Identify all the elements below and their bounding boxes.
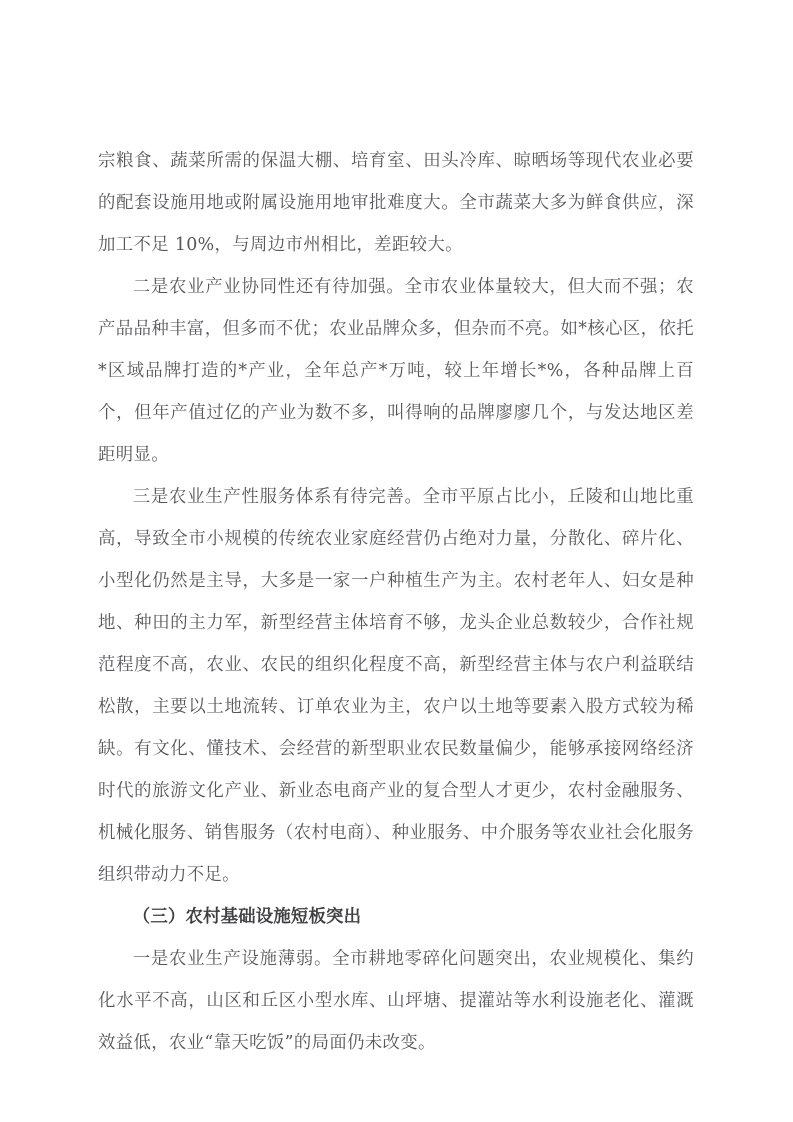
paragraph-industry-synergy: 二是农业产业协同性还有待加强。全市农业体量较大，但大而不强；农产品品种丰富，但多而不优；农业品牌众多，但杂而不亮。如*核心区，依托*区域品牌打造的*产业，全年总产*万吨，较上年增长*%，各种品牌上百个，但年产值过亿的产业为数不多，叫得响的品牌廖廖几个，与发达地区差距明显。 — [98, 277, 694, 465]
paragraph-service-system: 三是农业生产性服务体系有待完善。全市平原占比小，丘陵和山地比重高，导致全市小规模的传统农业家庭经营仍占绝对力量，分散化、碎片化、小型化仍然是主导，大多是一家一户种植生产为主。农村老年人、妇女是种地、种田的主力军，新型经营主体培育不够，龙头企业总数较少，合作社规范程度不高，农业、农民的组织化程度不高，新型经营主体与农户利益联结松散，主要以土地流转、订单农业为主，农户以土地等要素入股方式较为稀缺。有文化、懂技术、会经营的新型职业农民数量偏少，能够承接网络经济时代的旅游文化产业、新业态电商产业的复合型人才更少，农村金融服务、机械化服务、销售服务（农村电商）、种业服务、中介服务等农业社会化服务组织带动力不足。 — [98, 487, 694, 885]
page-text-body — [98, 140, 694, 1064]
paragraph-vegetable-facilities: 宗粮食、蔬菜所需的保温大棚、培育室、田头冷库、晾晒场等现代农业必要的配套设施用地或附属设施用地审批难度大。全市蔬菜大多为鲜食供应，深加工不足 10%，与周边市州相比，差距较大。 — [98, 151, 694, 255]
section-heading-rural-infrastructure: （三）农村基础设施短板突出 — [132, 907, 362, 927]
paragraph-production-facilities: 一是农业生产设施薄弱。全市耕地零碎化问题突出，农业规模化、集约化水平不高，山区和丘区小型水库、山坪塘、提灌站等水利设施老化、灌溉效益低，农业“靠天吃饭”的局面仍未改变。 — [98, 949, 694, 1053]
